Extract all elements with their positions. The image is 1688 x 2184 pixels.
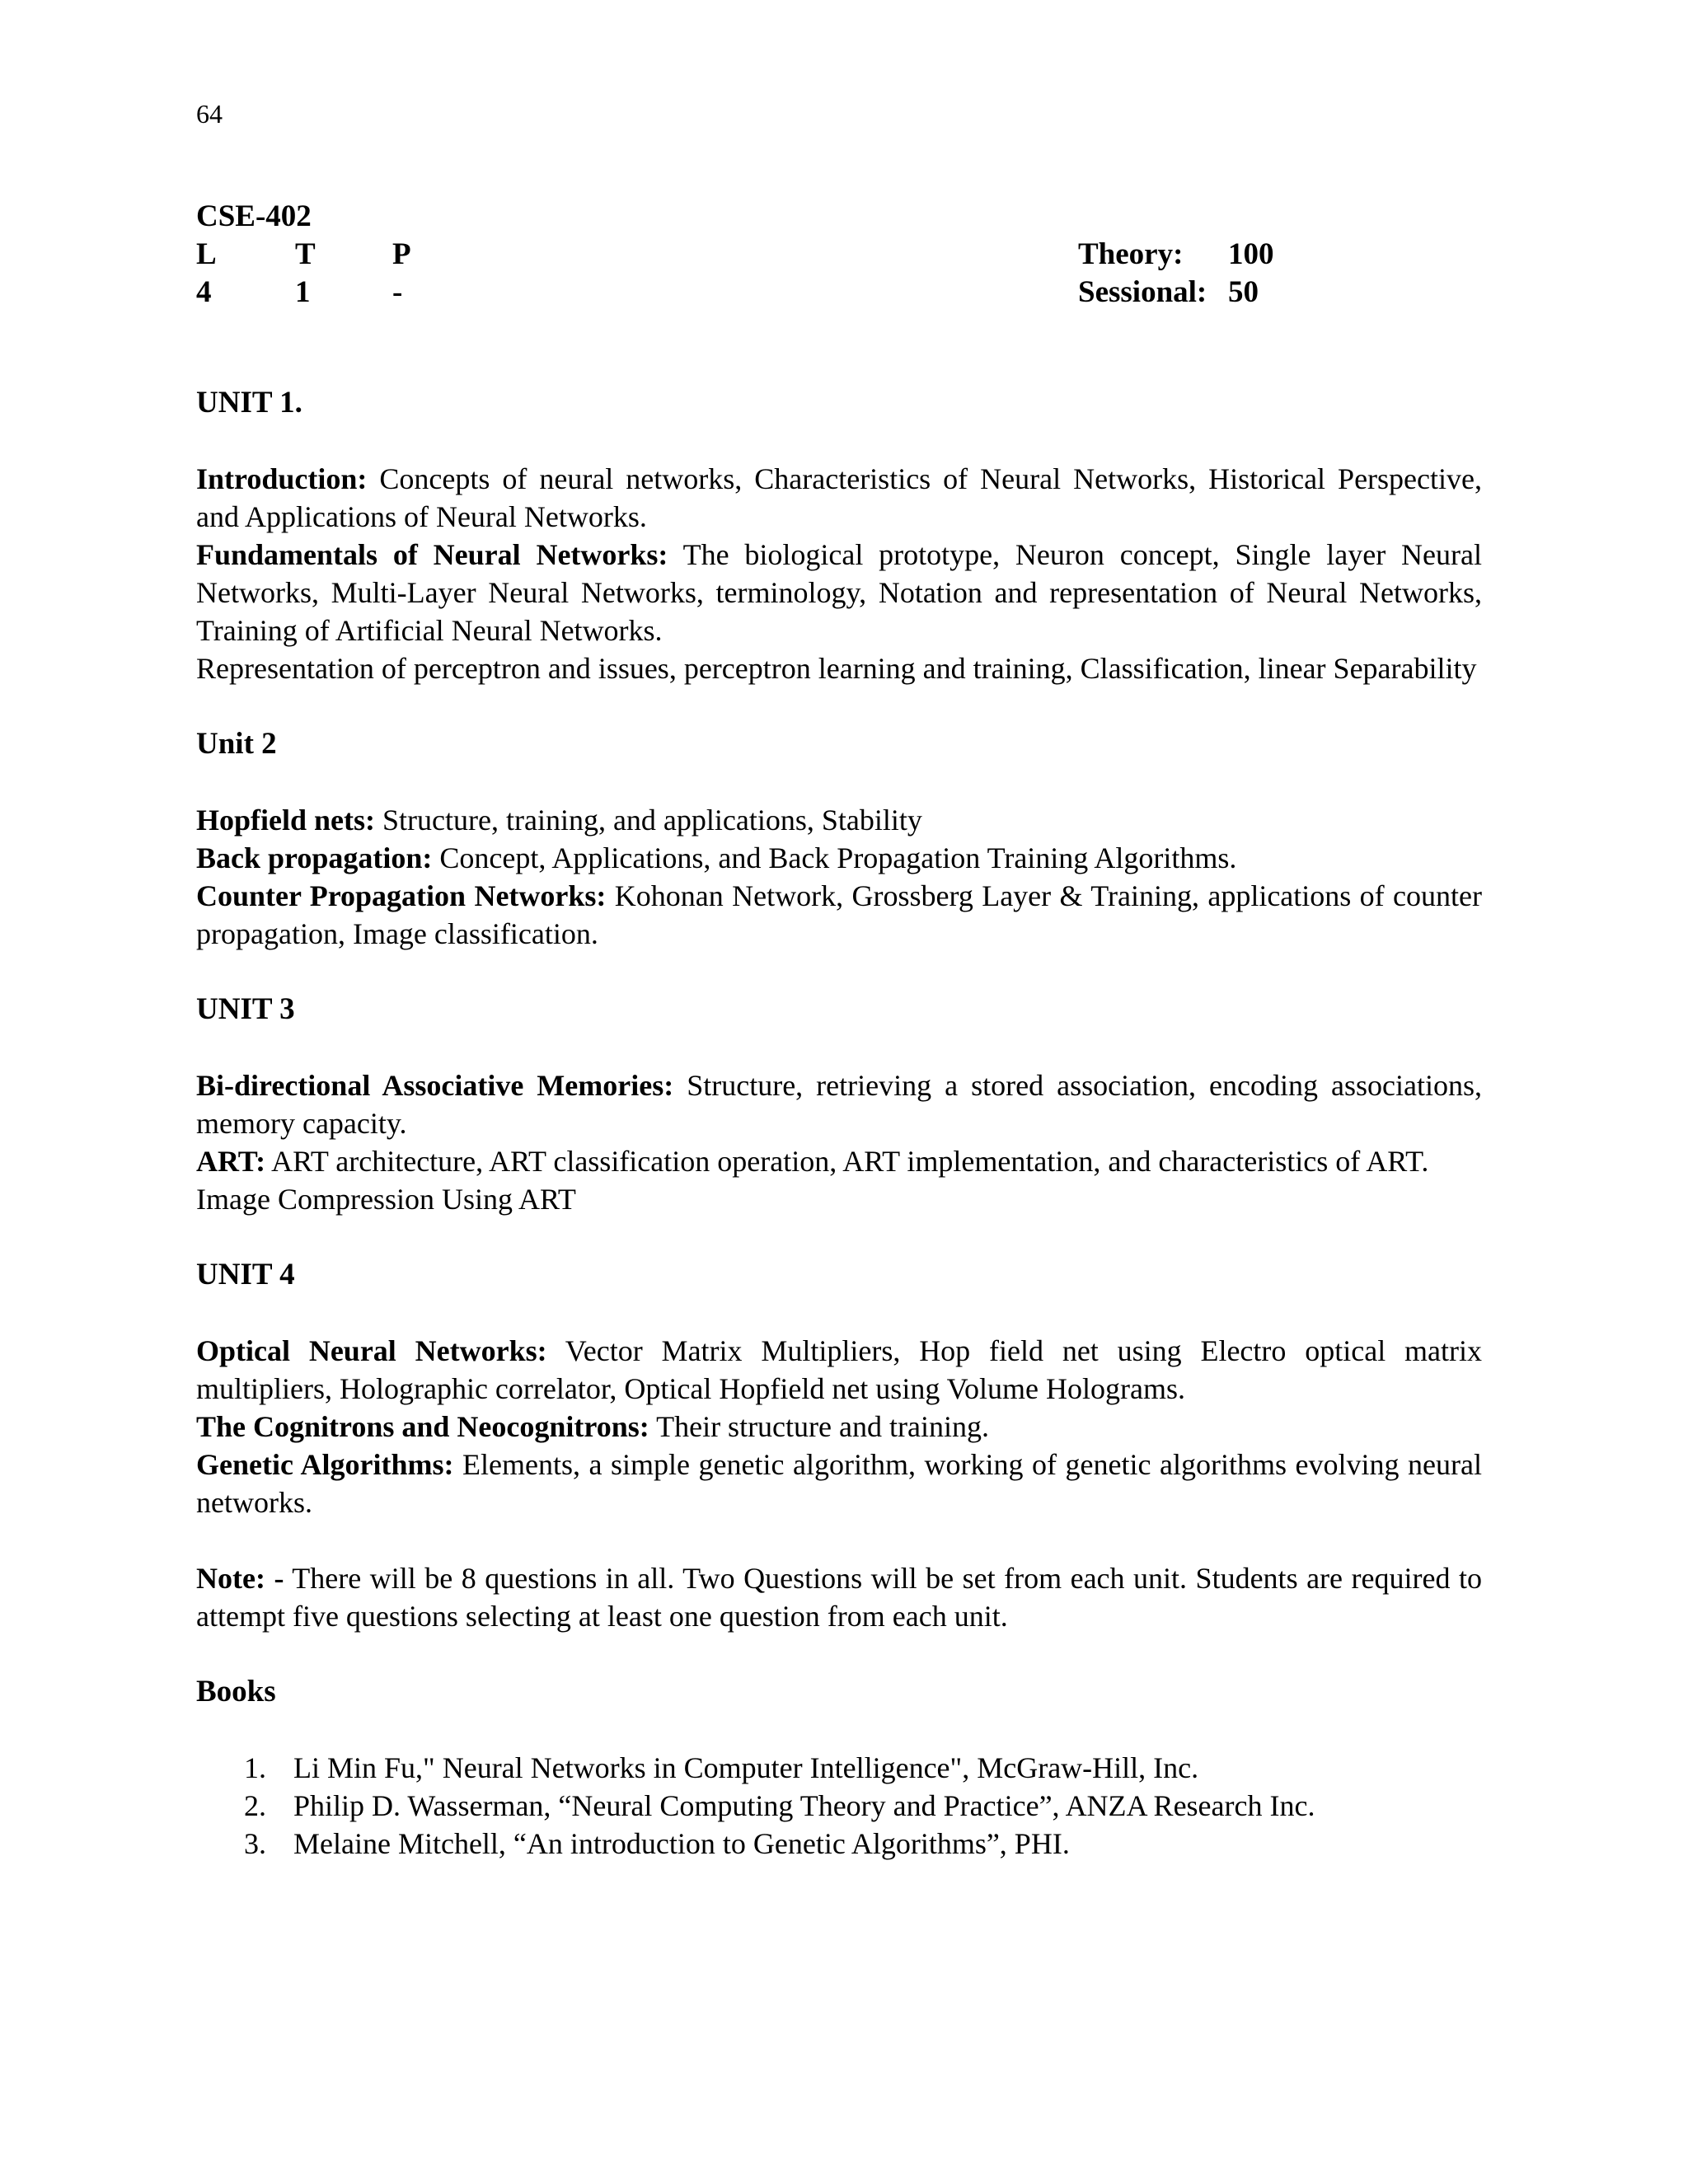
genetic-label: Genetic Algorithms: xyxy=(196,1448,454,1481)
ltp-value-l: 4 xyxy=(196,275,212,309)
book-number: 3. xyxy=(244,1827,266,1860)
ltp-label-l: L xyxy=(196,237,217,271)
cognitrons-label: The Cognitrons and Neocognitrons: xyxy=(196,1410,649,1443)
theory-label: Theory: xyxy=(1078,237,1184,271)
unit3-heading: UNIT 3 xyxy=(196,992,295,1026)
sessional-value: 50 xyxy=(1228,275,1259,309)
unit2-backprop xyxy=(196,839,1482,877)
art-text: ART architecture, ART classification operation, ART implementation, and characteristics of ART. xyxy=(265,1145,1429,1178)
unit1-representation: Representation of perceptron and issues, perceptron learning and training, Classification, linear Separability xyxy=(196,652,1477,685)
unit1-heading: UNIT 1. xyxy=(196,386,302,419)
note-label: Note: - xyxy=(196,1562,284,1595)
unit2-hopfield xyxy=(196,801,1482,839)
hopfield-text: Structure, training, and applications, Stability xyxy=(375,804,922,837)
theory-value: 100 xyxy=(1228,237,1274,271)
optical-text: Vector Matrix Multipliers, Hop field net using Electro optical matrix multipliers, Holographic correlator, Optical Hopfield net using Volume Holograms. xyxy=(196,1334,1482,1405)
course-code: CSE-402 xyxy=(196,199,312,233)
sessional-label: Sessional: xyxy=(1078,275,1207,309)
page-number: 64 xyxy=(196,99,223,129)
course-code-row xyxy=(196,198,1482,236)
book-text: Philip D. Wasserman, “Neural Computing Theory and Practice”, ANZA Research Inc. xyxy=(293,1789,1315,1822)
unit1-introduction xyxy=(196,460,1482,536)
fundamentals-label: Fundamentals of Neural Networks: xyxy=(196,538,668,571)
ltp-label-row xyxy=(196,236,1482,274)
books-list xyxy=(196,1749,1482,1863)
cognitrons-text: Their structure and training. xyxy=(649,1410,989,1443)
book-text: Melaine Mitchell, “An introduction to Genetic Algorithms”, PHI. xyxy=(293,1827,1070,1860)
backprop-label: Back propagation: xyxy=(196,841,433,874)
backprop-text: Concept, Applications, and Back Propagation Training Algorithms. xyxy=(432,841,1237,874)
book-number: 2. xyxy=(244,1789,266,1822)
book-item xyxy=(196,1749,1482,1787)
introduction-label: Introduction: xyxy=(196,462,368,495)
ltp-value-p: - xyxy=(392,275,403,309)
ltp-value-t: 1 xyxy=(295,275,311,309)
unit3-art xyxy=(196,1142,1482,1180)
hopfield-label: Hopfield nets: xyxy=(196,804,376,837)
book-number: 1. xyxy=(244,1751,266,1784)
introduction-text: Concepts of neural networks, Characteristics of Neural Networks, Historical Perspective, and Applications of Neural Networks. xyxy=(196,462,1482,533)
unit2-heading: Unit 2 xyxy=(196,727,277,761)
genetic-text: Elements, a simple genetic algorithm, working of genetic algorithms evolving neural networks. xyxy=(196,1448,1482,1519)
unit4-genetic xyxy=(196,1446,1482,1521)
book-item xyxy=(196,1787,1482,1825)
book-text: Li Min Fu," Neural Networks in Computer Intelligence", McGraw-Hill, Inc. xyxy=(293,1751,1199,1784)
bam-label: Bi-directional Associative Memories: xyxy=(196,1069,674,1102)
note-text: There will be 8 questions in all. Two Questions will be set from each unit. Students are required to attempt five questions selecting at least one question from each unit. xyxy=(196,1562,1482,1633)
syllabus-content xyxy=(196,384,1482,1863)
ltp-label-t: T xyxy=(295,237,316,271)
unit2-counterprop xyxy=(196,877,1482,953)
note-paragraph xyxy=(196,1559,1482,1635)
unit4-optical xyxy=(196,1332,1482,1408)
fundamentals-text: The biological prototype, Neuron concept, Single layer Neural Networks, Multi-Layer Neural Networks, terminology, Notation and representation of Neural Networks, Training of Artificial Neural Networks. xyxy=(196,538,1482,647)
art-label: ART: xyxy=(196,1145,266,1178)
unit4-heading: UNIT 4 xyxy=(196,1258,295,1291)
book-item xyxy=(196,1825,1482,1863)
ltp-value-row xyxy=(196,274,1482,312)
unit3-image-compression: Image Compression Using ART xyxy=(196,1183,576,1216)
counterprop-label: Counter Propagation Networks: xyxy=(196,879,607,912)
books-heading: Books xyxy=(196,1675,276,1708)
optical-label: Optical Neural Networks: xyxy=(196,1334,547,1367)
unit3-bam xyxy=(196,1066,1482,1142)
unit4-cognitrons xyxy=(196,1408,1482,1446)
course-header xyxy=(196,198,1482,312)
ltp-label-p: P xyxy=(392,237,411,271)
bam-text: Structure, retrieving a stored association, encoding associations, memory capacity. xyxy=(196,1069,1482,1140)
counterprop-text: Kohonan Network, Grossberg Layer & Training, applications of counter propagation, Image classification. xyxy=(196,879,1482,950)
unit1-fundamentals xyxy=(196,536,1482,649)
